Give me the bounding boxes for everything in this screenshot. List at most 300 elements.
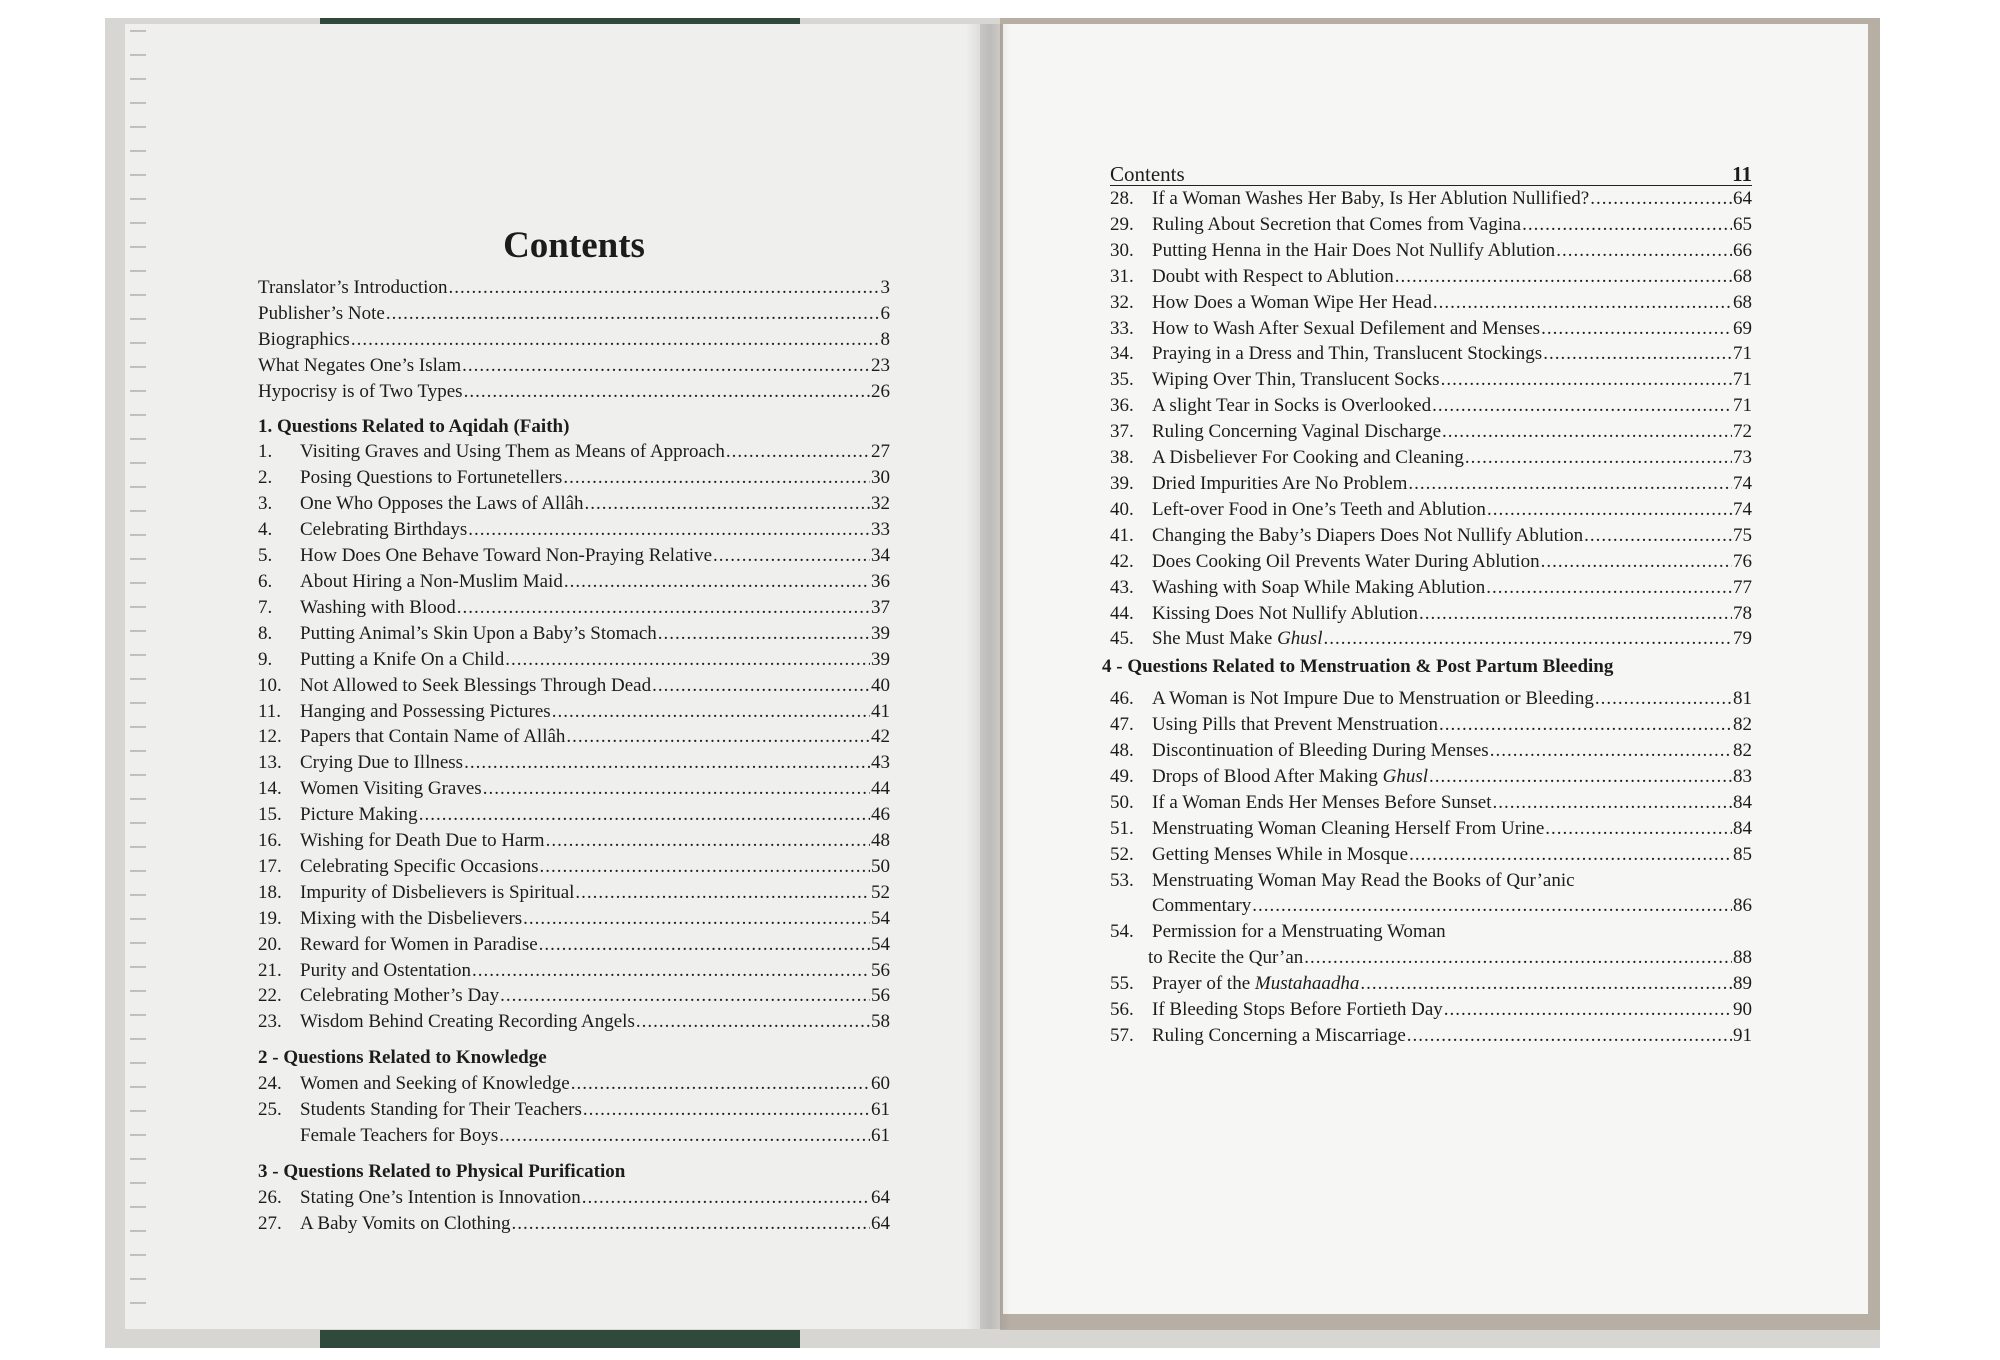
entry-number: 25. [258, 1099, 282, 1121]
entry-number: 3. [258, 493, 273, 515]
entry-page: 71 [1733, 343, 1752, 365]
entry-title: Reward for Women in Paradise [300, 933, 538, 955]
entry-title: Praying in a Dress and Thin, Translucent Stockings [1152, 343, 1543, 365]
entry-page: 79 [1733, 628, 1752, 650]
entry-number: 41. [1110, 524, 1134, 546]
entry-number: 10. [258, 674, 282, 696]
leader-dots [1590, 186, 1732, 212]
leader-dots [1541, 316, 1732, 342]
entry-title: Commentary [1152, 895, 1252, 917]
toc-entry [258, 491, 890, 517]
toc-entry [258, 1009, 890, 1035]
toc-entry-continuation [1110, 893, 1752, 919]
entry-number: 23. [258, 1011, 282, 1033]
leader-dots [563, 465, 870, 491]
entry-number: 8. [258, 622, 273, 644]
entry-page: 56 [871, 985, 890, 1007]
entry-title: Stating One’s Intention is Innovation [300, 1186, 581, 1208]
entry-title: Using Pills that Prevent Menstruation [1152, 714, 1439, 736]
leader-dots [1433, 290, 1732, 316]
entry-number: 35. [1110, 369, 1134, 391]
entry-title: Menstruating Woman May Read the Books of Qur’anic [1152, 869, 1575, 891]
entry-number: 34. [1110, 343, 1134, 365]
entry-title: Publisher’s Note [258, 302, 385, 324]
leader-dots [1439, 712, 1732, 738]
section-heading: 2 - Questions Related to Knowledge [258, 1047, 547, 1069]
leader-dots [1465, 445, 1732, 471]
leader-dots [468, 517, 870, 543]
entry-number: 50. [1110, 791, 1134, 813]
entry-page: 83 [1733, 765, 1752, 787]
entry-page: 40 [871, 674, 890, 696]
entry-number: 26. [258, 1186, 282, 1208]
toc-entry [1110, 445, 1752, 471]
entry-title: Wisdom Behind Creating Recording Angels [300, 1011, 635, 1033]
toc-entry [1110, 842, 1752, 868]
entry-title: She Must Make Ghusl [1152, 628, 1323, 650]
section-heading: 1. Questions Related to Aqidah (Faith) [258, 415, 570, 437]
leader-dots [1541, 549, 1732, 575]
entry-page: 66 [1733, 239, 1752, 261]
entry-page: 71 [1733, 369, 1752, 391]
section-heading: 3 - Questions Related to Physical Purification [258, 1160, 626, 1182]
toc-entry [1110, 868, 1752, 894]
entry-title: Female Teachers for Boys [300, 1125, 499, 1146]
entry-number: 32. [1110, 291, 1134, 313]
entry-number: 16. [258, 830, 282, 852]
toc-entry [1110, 316, 1752, 342]
entry-number: 48. [1110, 740, 1134, 762]
toc-entry [258, 802, 890, 828]
toc-entry [258, 1123, 890, 1149]
entry-title: How Does One Behave Toward Non-Praying Relative [300, 545, 712, 567]
entry-title: Women and Seeking of Knowledge [300, 1073, 570, 1095]
toc-entry [258, 465, 890, 491]
entry-title: Washing with Blood [300, 596, 456, 618]
entry-number: 55. [1110, 973, 1134, 995]
toc-entry [258, 906, 890, 932]
entry-page: 81 [1733, 688, 1752, 710]
toc-entry [258, 1097, 890, 1123]
entry-page: 77 [1733, 576, 1752, 598]
entry-page: 56 [871, 959, 890, 981]
entry-title: Doubt with Respect to Ablution [1152, 265, 1394, 287]
entry-page: 6 [880, 302, 890, 324]
entry-number: 1. [258, 441, 273, 463]
entry-page: 52 [871, 881, 890, 903]
entry-number: 54. [1110, 921, 1134, 943]
running-header-title: Contents [1110, 162, 1185, 186]
section-1-entries [258, 439, 890, 1035]
entry-title: Celebrating Birthdays [300, 519, 468, 541]
entry-title: Does Cooking Oil Prevents Water During Ablution [1152, 550, 1540, 572]
entry-title: Impurity of Disbelievers is Spiritual [300, 881, 575, 903]
entry-page: 41 [871, 700, 890, 722]
entry-title: Purity and Ostentation [300, 959, 471, 981]
entry-number: 57. [1110, 1025, 1134, 1046]
entry-number: 36. [1110, 395, 1134, 417]
toc-entry [1110, 738, 1752, 764]
entry-title: Women Visiting Graves [300, 778, 482, 800]
toc-entry [258, 1211, 890, 1237]
toc-entry [1110, 601, 1752, 627]
leader-dots [1395, 264, 1732, 290]
leader-dots [575, 880, 870, 906]
toc-entry [1110, 919, 1752, 945]
leader-dots [1545, 816, 1732, 842]
toc-entry [1110, 393, 1752, 419]
leader-dots [726, 439, 870, 465]
page-title: Contents [503, 225, 645, 266]
toc-entry [258, 828, 890, 854]
entry-title: One Who Opposes the Laws of Allâh [300, 493, 584, 515]
toc-entry [258, 880, 890, 906]
section-heading: 4 - Questions Related to Menstruation & Post Partum Bleeding [1102, 656, 1614, 678]
entry-title: Picture Making [300, 804, 418, 826]
leader-dots [1442, 419, 1732, 445]
entry-page: 54 [871, 907, 890, 929]
entry-page: 64 [871, 1186, 890, 1208]
entry-number: 30. [1110, 239, 1134, 261]
toc-entry [1110, 971, 1752, 997]
entry-number: 2. [258, 467, 273, 489]
entries-28-44 [1110, 186, 1752, 626]
leader-dots [1543, 341, 1732, 367]
toc-entry [1110, 523, 1752, 549]
page-number: 11 [1732, 162, 1752, 186]
leader-dots [1432, 393, 1732, 419]
entry-title: Dried Impurities Are No Problem [1152, 472, 1408, 494]
entry-number: 56. [1110, 999, 1134, 1021]
entry-page: 39 [871, 648, 890, 670]
entry-page: 48 [871, 830, 890, 852]
entry-page: 54 [871, 933, 890, 955]
entry-page: 90 [1733, 999, 1752, 1021]
entry-title: Putting a Knife On a Child [300, 648, 505, 670]
leader-dots [539, 932, 870, 958]
toc-entry [258, 647, 890, 673]
entry-page: 23 [871, 354, 890, 376]
toc-entry [1110, 264, 1752, 290]
entry-page: 84 [1733, 791, 1752, 813]
leader-dots [636, 1009, 870, 1035]
leader-dots [1360, 971, 1732, 997]
toc-entry [1110, 764, 1752, 790]
toc-entry [258, 517, 890, 543]
toc-entry [258, 353, 890, 379]
toc-entry [258, 621, 890, 647]
toc-entry [258, 854, 890, 880]
leader-dots [583, 1097, 870, 1123]
entry-title: Putting Animal’s Skin Upon a Baby’s Stomach [300, 622, 657, 644]
entry-page: 86 [1733, 895, 1752, 917]
entry-number: 28. [1110, 188, 1134, 209]
leader-dots [462, 353, 870, 379]
toc-entry [258, 379, 890, 405]
entry-page: 82 [1733, 714, 1752, 736]
entry-title: Crying Due to Illness [300, 752, 464, 774]
entry-title: Hypocrisy is of Two Types [258, 380, 463, 402]
leader-dots [713, 543, 870, 569]
entry-title: A Baby Vomits on Clothing [300, 1212, 511, 1234]
leader-dots [1522, 212, 1732, 238]
entry-number: 14. [258, 778, 282, 800]
entry-number: 11. [258, 700, 282, 722]
entry-page: 3 [880, 277, 890, 298]
entry-page: 69 [1733, 317, 1752, 339]
entry-title: Menstruating Woman Cleaning Herself From Urine [1152, 817, 1545, 839]
entry-number: 46. [1110, 688, 1134, 710]
entry-title: Celebrating Specific Occasions [300, 855, 539, 877]
entry-number: 17. [258, 855, 282, 877]
entry-title: Prayer of the Mustahaadha [1152, 973, 1360, 995]
leader-dots [457, 595, 870, 621]
entry-title: Translator’s Introduction [258, 277, 448, 298]
entry-number: 22. [258, 985, 282, 1007]
toc-entry [1110, 549, 1752, 575]
leader-dots [585, 491, 870, 517]
section-3-entries [258, 1185, 890, 1237]
entry-page: 72 [1733, 421, 1752, 443]
entry-page: 89 [1733, 973, 1752, 995]
toc-entry [1110, 997, 1752, 1023]
entry-title: to Recite the Qur’an [1148, 947, 1304, 969]
entry-page: 74 [1733, 472, 1752, 494]
entry-number: 24. [258, 1073, 282, 1095]
leader-dots [1584, 523, 1732, 549]
entry-title: Celebrating Mother’s Day [300, 985, 500, 1007]
leader-dots [1323, 626, 1732, 652]
toc-entry [1110, 790, 1752, 816]
entry-number: 49. [1110, 765, 1134, 787]
toc-entry [1110, 686, 1752, 712]
entry-page: 64 [1733, 188, 1752, 209]
leader-dots [1409, 842, 1732, 868]
toc-entry [258, 301, 890, 327]
entry-page: 85 [1733, 843, 1752, 865]
entry-number: 38. [1110, 447, 1134, 469]
entry-page: 42 [871, 726, 890, 748]
leader-dots [499, 1123, 870, 1149]
entry-number: 44. [1110, 602, 1134, 624]
entry-number: 40. [1110, 498, 1134, 520]
entries-46-48 [1110, 686, 1752, 764]
entry-page: 68 [1733, 265, 1752, 287]
leader-dots [1252, 893, 1732, 919]
entry-title: Ruling Concerning Vaginal Discharge [1152, 421, 1441, 443]
entry-title: Kissing Does Not Nullify Ablution [1152, 602, 1419, 624]
entry-number: 45. [1110, 628, 1134, 650]
entry-number: 52. [1110, 843, 1134, 865]
entry-title: Drops of Blood After Making Ghusl [1152, 765, 1429, 787]
toc-entry [1110, 290, 1752, 316]
entries-50-52 [1110, 790, 1752, 868]
entry-page: 74 [1733, 498, 1752, 520]
entry-number: 53. [1110, 869, 1134, 891]
leader-dots [523, 906, 870, 932]
entry-title: If a Woman Ends Her Menses Before Sunset [1152, 791, 1492, 813]
toc-entry [258, 439, 890, 465]
leader-dots [1444, 997, 1732, 1023]
entry-number: 9. [258, 648, 273, 670]
toc-entry [258, 724, 890, 750]
toc-entry [258, 1185, 890, 1211]
entry-page: 30 [871, 467, 890, 489]
entry-title: If a Woman Washes Her Baby, Is Her Ablution Nullified? [1152, 188, 1590, 209]
entry-title: Hanging and Possessing Pictures [300, 700, 551, 722]
leader-dots [1407, 1023, 1732, 1049]
leader-dots [571, 1071, 870, 1097]
entry-page: 8 [880, 328, 890, 350]
entry-page: 32 [871, 493, 890, 515]
toc-entry [258, 595, 890, 621]
toc-entry [1110, 212, 1752, 238]
entry-number: 5. [258, 545, 273, 567]
entry-number: 21. [258, 959, 282, 981]
leader-dots [1493, 790, 1732, 816]
entry-number: 42. [1110, 550, 1134, 572]
leader-dots [1486, 575, 1732, 601]
entry-title: A slight Tear in Socks is Overlooked [1152, 395, 1432, 417]
left-toc [258, 223, 890, 1237]
leader-dots [464, 379, 870, 405]
entry-number: 12. [258, 726, 282, 748]
entry-page: 65 [1733, 213, 1752, 235]
right-toc [1102, 162, 1752, 1049]
entry-page: 58 [871, 1011, 890, 1033]
running-header [1110, 163, 1752, 186]
entry-title: A Disbeliever For Cooking and Cleaning [1152, 447, 1464, 469]
leader-dots [1419, 601, 1732, 627]
entry-number: 29. [1110, 213, 1134, 235]
leader-dots [564, 569, 870, 595]
leader-dots [1490, 738, 1732, 764]
entry-number: 19. [258, 907, 282, 929]
entry-page: 36 [871, 570, 890, 592]
toc-entry [258, 983, 890, 1009]
toc-entry [1110, 626, 1752, 652]
entry-number: 27. [258, 1212, 282, 1234]
toc-entry-continuation [1110, 945, 1752, 971]
entry-page: 27 [871, 441, 890, 463]
leader-dots [511, 1211, 870, 1237]
toc-entry [1110, 471, 1752, 497]
entry-title: Changing the Baby’s Diapers Does Not Nullify Ablution [1152, 524, 1584, 546]
leader-dots [483, 776, 870, 802]
entry-page: 61 [871, 1099, 890, 1121]
entry-title: What Negates One’s Islam [258, 354, 462, 376]
entry-page: 71 [1733, 395, 1752, 417]
entry-page: 37 [871, 596, 890, 618]
leader-dots [552, 699, 870, 725]
leader-dots [448, 275, 879, 301]
entry-title: Wishing for Death Due to Harm [300, 830, 545, 852]
entry-page: 73 [1733, 447, 1752, 469]
toc-entry [258, 543, 890, 569]
entry-title: Discontinuation of Bleeding During Menses [1152, 740, 1489, 762]
entry-title: Not Allowed to Seek Blessings Through Dead [300, 674, 652, 696]
toc-entry [1110, 238, 1752, 264]
entry-page: 43 [871, 752, 890, 774]
toc-entry [258, 1071, 890, 1097]
entry-title: Permission for a Menstruating Woman [1152, 921, 1446, 943]
entry-title: Students Standing for Their Teachers [300, 1099, 582, 1121]
entry-page: 82 [1733, 740, 1752, 762]
entry-title: A Woman is Not Impure Due to Menstruation or Bleeding [1152, 688, 1594, 710]
toc-entry [1110, 575, 1752, 601]
entry-title: Left-over Food in One’s Teeth and Ablution [1152, 498, 1486, 520]
leader-dots [1487, 497, 1732, 523]
entry-title: Papers that Contain Name of Allâh [300, 726, 566, 748]
leader-dots [1441, 367, 1732, 393]
entry-page: 44 [871, 778, 890, 800]
leader-dots [1408, 471, 1732, 497]
toc-entry [1110, 497, 1752, 523]
toc-entry [1110, 712, 1752, 738]
entry-title: Putting Henna in the Hair Does Not Nullify Ablution [1152, 239, 1556, 261]
toc-entry [1110, 419, 1752, 445]
entry-page: 64 [871, 1212, 890, 1234]
entry-title: How to Wash After Sexual Defilement and Menses [1152, 317, 1541, 339]
toc-entry [258, 750, 890, 776]
entry-number: 18. [258, 881, 282, 903]
entry-title: Mixing with the Disbelievers [300, 907, 523, 929]
intro-entries [258, 275, 890, 405]
entry-page: 76 [1733, 550, 1752, 572]
leader-dots [566, 724, 870, 750]
toc-entry [258, 569, 890, 595]
entry-title: How Does a Woman Wipe Her Head [1152, 291, 1432, 313]
entry-title: Washing with Soap While Making Ablution [1152, 576, 1486, 598]
entry-title: Visiting Graves and Using Them as Means of Approach [300, 441, 725, 463]
entry-page: 91 [1733, 1025, 1752, 1046]
leader-dots [505, 647, 870, 673]
toc-entry [258, 776, 890, 802]
leader-dots [1556, 238, 1732, 264]
toc-entry [258, 275, 890, 301]
leader-dots [1429, 764, 1732, 790]
entry-number: 39. [1110, 472, 1134, 494]
leader-dots [386, 301, 880, 327]
toc-entry [258, 932, 890, 958]
entry-page: 68 [1733, 291, 1752, 313]
entry-page: 75 [1733, 524, 1752, 546]
entry-number: 31. [1110, 265, 1134, 287]
entry-title: If Bleeding Stops Before Fortieth Day [1152, 999, 1443, 1021]
entry-number: 6. [258, 570, 273, 592]
binding-stitches [130, 30, 146, 1320]
entry-page: 34 [871, 545, 890, 567]
leader-dots [539, 854, 870, 880]
entries-56-57 [1110, 997, 1752, 1049]
entry-title: About Hiring a Non-Muslim Maid [300, 570, 563, 592]
leader-dots [658, 621, 870, 647]
entry-page: 33 [871, 519, 890, 541]
entry-page: 84 [1733, 817, 1752, 839]
toc-entry [1110, 367, 1752, 393]
leader-dots [652, 673, 870, 699]
cover-bottom-strip [320, 1330, 800, 1348]
leader-dots [419, 802, 870, 828]
entry-page: 78 [1733, 602, 1752, 624]
entry-number: 37. [1110, 421, 1134, 443]
toc-entry [258, 699, 890, 725]
entry-title: Biographics [258, 328, 350, 350]
entry-number: 51. [1110, 817, 1134, 839]
entry-page: 39 [871, 622, 890, 644]
section-2-entries [258, 1071, 890, 1149]
entry-title: Getting Menses While in Mosque [1152, 843, 1409, 865]
